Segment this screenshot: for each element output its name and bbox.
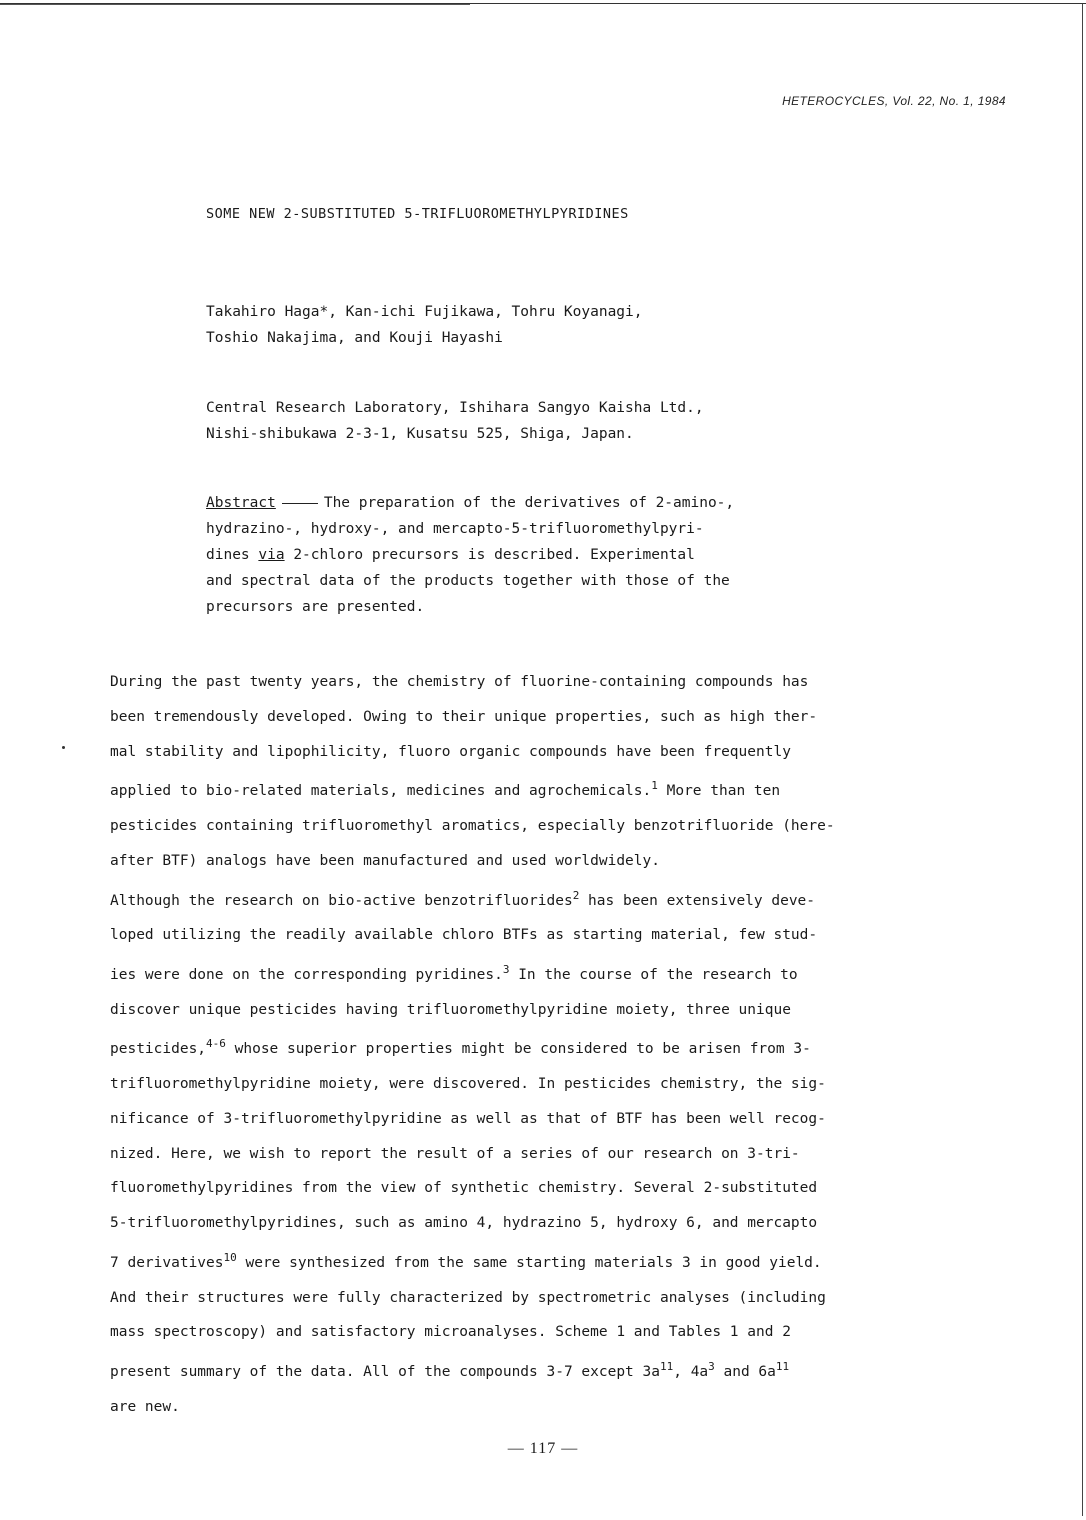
author-list (206, 299, 643, 351)
body-line: trifluoromethylpyridine moiety, were discovered. In pesticides chemistry, the sig- (110, 1076, 826, 1093)
abstract-heading: Abstract (206, 495, 276, 511)
scan-speck (62, 746, 65, 749)
body-line: fluoromethylpyridines from the view of synthetic chemistry. Several 2-substituted (110, 1180, 818, 1197)
body-line: pesticides,$^{4-6}$ whose superior properties might be considered to be arisen from 3- (110, 1037, 811, 1058)
body-line: discover unique pesticides having trifluoromethylpyridine moiety, three unique (110, 1001, 791, 1018)
abstract-line: precursors are presented. (206, 599, 425, 615)
body-line: 7 derivatives$^{10}$ were synthesized from the same starting materials 3 in good yield. (110, 1251, 822, 1271)
affiliation-line: Nishi-shibukawa 2-3-1, Kusatsu 525, Shiga, Japan. (206, 426, 634, 442)
citation-superscript: 3 (502, 963, 510, 977)
citation-superscript: 4-6 (206, 1037, 226, 1051)
author-line: Toshio Nakajima, and Kouji Hayashi (206, 330, 503, 346)
body-line: been tremendously developed. Owing to their unique properties, such as high ther- (110, 708, 818, 725)
abstract (206, 490, 734, 620)
body-line: mass spectroscopy) and satisfactory microanalyses. Scheme 1 and Tables 1 and 2 (110, 1324, 791, 1341)
journal-header: HETEROCYCLES, Vol. 22, No. 1, 1984 (782, 94, 1006, 108)
citation-superscript: 2 (572, 888, 580, 902)
citation-superscript: 11 (775, 1360, 790, 1374)
citation-superscript: 10 (223, 1251, 237, 1265)
body-line: Although the research on bio-active benzotrifluorides$^2$ has been extensively deve- (110, 888, 816, 909)
body-line: nized. Here, we wish to report the result of a series of our research on 3-tri- (110, 1145, 800, 1162)
body-line: mal stability and lipophilicity, fluoro organic compounds have been frequently (110, 743, 791, 760)
affiliation-line: Central Research Laboratory, Ishihara Sangyo Kaisha Ltd., (206, 400, 704, 416)
body-line: are new. (110, 1398, 180, 1415)
via-emphasis: via (258, 547, 285, 563)
abstract-line: and spectral data of the products together with those of the (206, 573, 730, 589)
paper-title: SOME NEW 2-SUBSTITUTED 5-TRIFLUOROMETHYLPYRIDINES (206, 206, 629, 222)
body-line: pesticides containing trifluoromethyl aromatics, especially benzotrifluoride (here- (110, 818, 835, 835)
scan-top-border-shadow (0, 4, 470, 5)
body-line: And their structures were fully characterized by spectrometric analyses (including (110, 1289, 826, 1306)
abstract-line: Abstract The preparation of the derivatives of 2-amino-, (206, 495, 735, 511)
body-line: after BTF) analogs have been manufactured and used worldwidely. (110, 852, 660, 869)
body-line: loped utilizing the readily available chloro BTFs as starting material, few stud- (110, 927, 818, 944)
citation-superscript: 1 (651, 779, 658, 793)
citation-superscript: 11 (659, 1360, 674, 1374)
body-line: During the past twenty years, the chemistry of fluorine-containing compounds has (110, 674, 809, 690)
body-line: present summary of the data. All of the compounds 3-7 except $3a^{11}$, $4a^3$ and $6a^{11}$ (110, 1360, 790, 1381)
affiliation (206, 395, 704, 447)
body-line: ies were done on the corresponding pyridines.$^3$ In the course of the research to (110, 963, 798, 983)
scan-right-border (1082, 4, 1083, 1516)
body-line: 5-trifluoromethylpyridines, such as amino 4, hydrazino 5, hydroxy 6, and mercapto (110, 1215, 818, 1232)
body-text (110, 665, 970, 1425)
abstract-line: dines via 2-chloro precursors is described. Experimental (206, 547, 695, 563)
abstract-line: hydrazino-, hydroxy-, and mercapto-5-trifluoromethylpyri- (206, 521, 704, 537)
body-line: nificance of 3-trifluoromethylpyridine as well as that of BTF has been well recog- (110, 1110, 826, 1127)
abstract-dash (282, 503, 318, 504)
citation-superscript: 3 (708, 1360, 715, 1374)
author-line: Takahiro Haga*, Kan-ichi Fujikawa, Tohru Koyanagi, (206, 304, 643, 320)
page-number: — 117 — (507, 1440, 579, 1457)
body-line: applied to bio-related materials, medicines and agrochemicals.$^1$ More than ten (110, 779, 781, 800)
